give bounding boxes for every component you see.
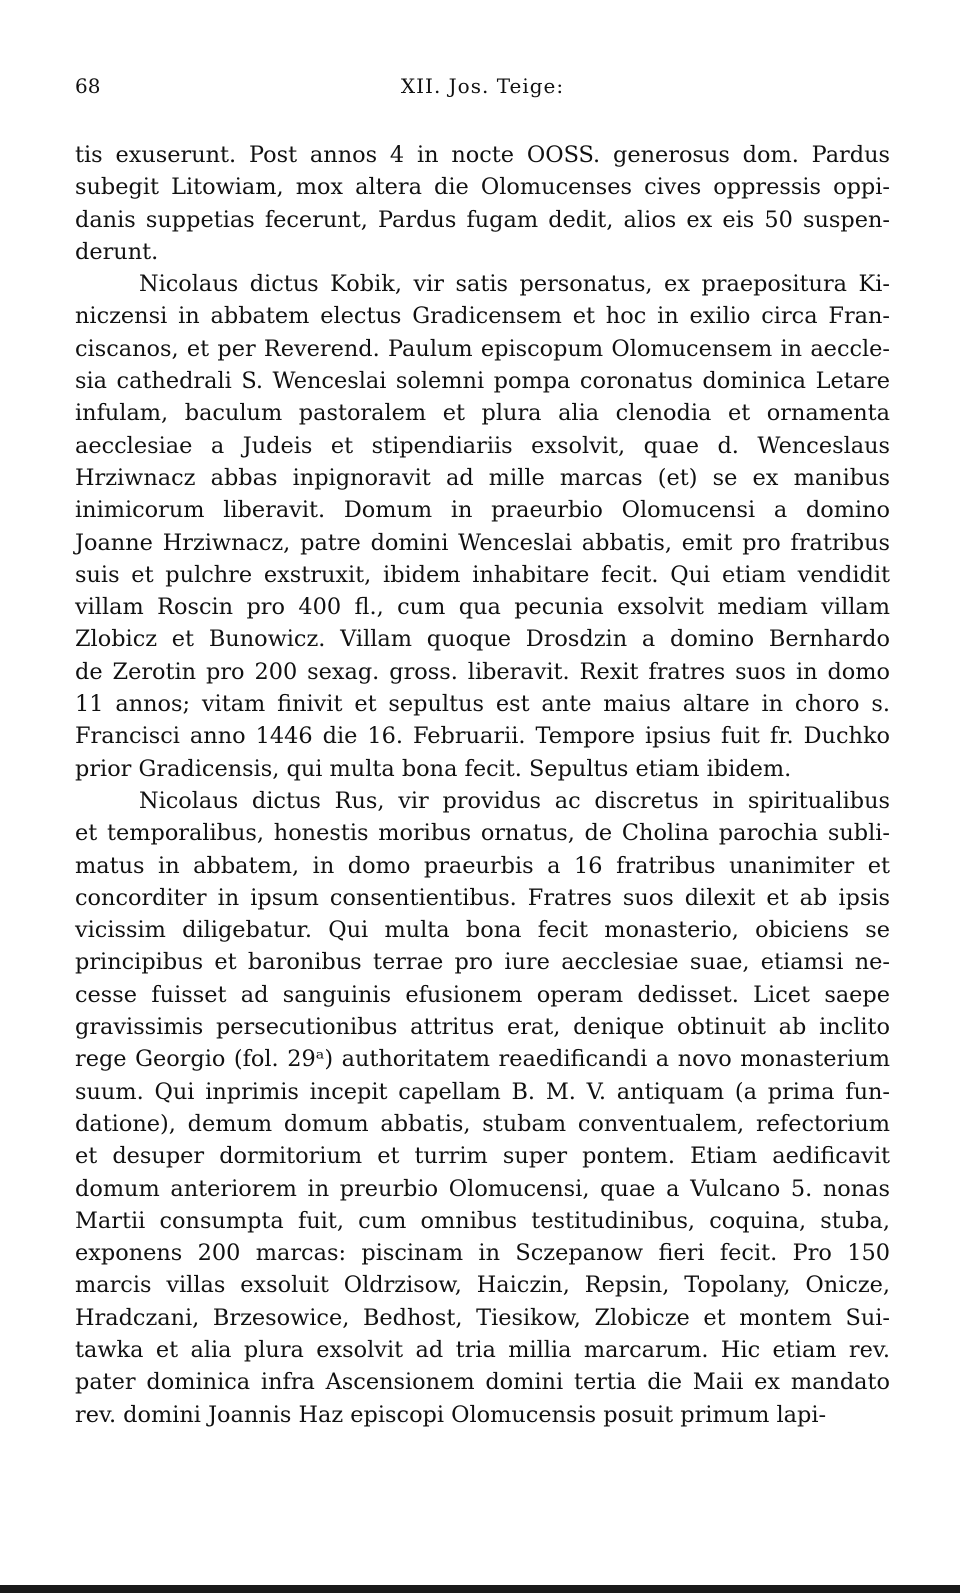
running-title: XII. Jos. Teige:: [400, 74, 565, 98]
text-line: Francisci anno 1446 die 16. Februarii. Tempore ipsius fuit fr. Duchko: [75, 723, 890, 750]
text-line: Zlobicz et Bunowicz. Villam quoque Drosdzin a domino Bernhardo: [75, 626, 890, 653]
text-line: domum anteriorem in preurbio Olomucensi, quae a Vulcano 5. nonas: [75, 1175, 890, 1202]
text-line: gravissimis persecutionibus attritus erat, denique obtinuit ab inclito: [75, 1014, 890, 1041]
paragraph: [75, 268, 890, 785]
text-line: Nicolaus dictus Kobik, vir satis personatus, ex praepositura Ki-: [139, 271, 890, 298]
body-text: [75, 139, 890, 1431]
paragraph: [75, 785, 890, 1431]
text-line: sia cathedrali S. Wenceslai solemni pompa coronatus dominica Letare: [75, 368, 890, 395]
text-line: cesse fuisset ad sanguinis efusionem operam dedisset. Licet saepe: [75, 981, 890, 1008]
text-line: matus in abbatem, in domo praeurbis a 16 fratribus unanimiter et: [75, 852, 890, 879]
text-line: tawka et alia plura exsolvit ad tria millia marcarum. Hic etiam rev.: [75, 1336, 890, 1363]
text-line: 11 annos; vitam finivit et sepultus est ante maius altare in choro s.: [75, 691, 890, 718]
text-line: niczensi in abbatem electus Gradicensem et hoc in exilio circa Fran-: [75, 303, 890, 330]
text-line: datione), demum domum abbatis, stubam conventualem, refectorium: [75, 1110, 890, 1137]
text-line: Martii consumpta fuit, cum omnibus testitudinibus, coquina, stuba,: [75, 1207, 890, 1234]
text-line: rev. domini Joannis Haz episcopi Olomucensis posuit primum lapi-: [75, 1401, 827, 1428]
text-line: ciscanos, et per Reverend. Paulum episcopum Olomucensem in aeccle-: [75, 335, 890, 362]
text-line: suis et pulchre exstruxit, ibidem inhabitare fecit. Qui etiam vendidit: [75, 561, 890, 588]
text-line: marcis villas exsoluit Oldrzisow, Haiczin, Repsin, Topolany, Onicze,: [75, 1272, 890, 1299]
text-line: danis suppetias fecerunt, Pardus fugam dedit, alios ex eis 50 suspen-: [75, 206, 890, 233]
paragraph: [75, 139, 890, 268]
text-line: villam Roscin pro 400 fl., cum qua pecunia exsolvit mediam villam: [75, 594, 890, 621]
text-line: et temporalibus, honestis moribus ornatus, de Cholina parochia subli-: [75, 820, 890, 847]
text-line: Hrziwnacz abbas inpignoravit ad mille marcas (et) se ex manibus: [75, 464, 890, 491]
text-line: pater dominica infra Ascensionem domini tertia die Maii ex mandato: [75, 1369, 890, 1396]
text-line: inimicorum liberavit. Domum in praeurbio Olomucensi a domino: [75, 497, 890, 524]
text-line: infulam, baculum pastoralem et plura alia clenodia et ornamenta: [75, 400, 890, 427]
text-line: Nicolaus dictus Rus, vir providus ac discretus in spiritualibus: [139, 787, 890, 814]
text-line: prior Gradicensis, qui multa bona fecit. Sepultus etiam ibidem.: [75, 755, 792, 782]
text-line: exponens 200 marcas: piscinam in Sczepanow fieri fecit. Pro 150: [75, 1240, 890, 1267]
text-line: et desuper dormitorium et turrim super pontem. Etiam aedificavit: [75, 1143, 890, 1170]
text-line: Joanne Hrziwnacz, patre domini Wenceslai abbatis, emit pro fratribus: [75, 529, 890, 556]
text-line: de Zerotin pro 200 sexag. gross. liberavit. Rexit fratres suos in domo: [75, 658, 890, 685]
text-line: subegit Litowiam, mox altera die Olomucenses cives oppressis oppi-: [75, 174, 890, 201]
text-line: aecclesiae a Judeis et stipendiariis exsolvit, quae d. Wenceslaus: [75, 432, 890, 459]
page-number: 68: [75, 74, 101, 98]
text-line: rege Georgio (fol. 29ᵃ) authoritatem reaedificandi a novo monasterium: [75, 1046, 890, 1073]
text-line: tis exuserunt. Post annos 4 in nocte OOSS. generosus dom. Pardus: [75, 142, 890, 168]
text-line: concorditer in ipsum consentientibus. Fratres suos dilexit et ab ipsis: [75, 884, 890, 911]
text-line: Hradczani, Brzesowice, Bedhost, Tiesikow, Zlobicze et montem Sui-: [75, 1304, 890, 1331]
text-line: principibus et baronibus terrae pro iure aecclesiae suae, etiamsi ne-: [75, 949, 890, 976]
text-line: suum. Qui inprimis incepit capellam B. M. V. antiquam (a prima fun-: [75, 1078, 890, 1105]
running-head: [75, 74, 890, 104]
text-line: vicissim diligebatur. Qui multa bona fecit monasterio, obiciens se: [75, 917, 890, 944]
scan-bottom-edge: [0, 1585, 960, 1593]
text-line: derunt.: [75, 238, 159, 265]
